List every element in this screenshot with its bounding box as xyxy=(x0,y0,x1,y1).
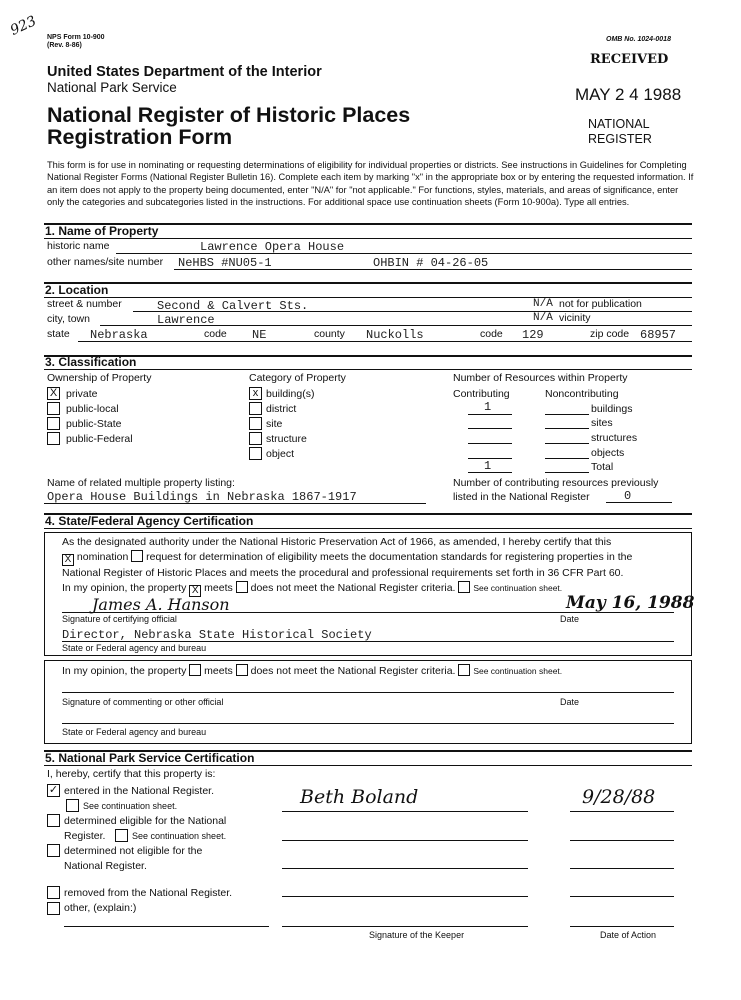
action-date-label: Date of Action xyxy=(600,930,657,940)
zip-label: zip code xyxy=(590,328,630,340)
other-label: other, (explain:) xyxy=(64,902,137,914)
category-object-label: object xyxy=(266,448,295,460)
removed-checkbox[interactable] xyxy=(47,886,60,899)
previously-listed-value: 0 xyxy=(624,489,632,503)
state-code-label: code xyxy=(204,328,227,340)
ownership-public-federal-checkbox[interactable] xyxy=(47,432,60,445)
certifying-date: May 16, 1988 xyxy=(566,593,695,613)
street-value: Second & Calvert Sts. xyxy=(157,299,309,313)
form-subtitle: Registration Form xyxy=(47,125,233,149)
resources-header: Number of Resources within Property xyxy=(453,372,628,384)
other-names-value-1: NeHBS #NU05-1 xyxy=(178,256,272,270)
other-checkbox[interactable] xyxy=(47,902,60,915)
multiple-property-label: Name of related multiple property listing: xyxy=(47,477,235,489)
contributing-total: 1 xyxy=(484,459,492,473)
see-continuation-checkbox[interactable] xyxy=(458,581,470,593)
service-name: National Park Service xyxy=(47,80,177,95)
entered-checkbox[interactable]: ✓ xyxy=(48,784,59,796)
entered-see-continuation-label: See continuation sheet. xyxy=(83,801,178,811)
opinion-label: In my opinion, the property xyxy=(62,582,187,594)
commenting-see-continuation-checkbox[interactable] xyxy=(458,664,470,676)
certifying-signature: James A. Hanson xyxy=(92,595,230,614)
not-meets-label: does not meet the National Register criteria. xyxy=(250,582,456,594)
keeper-signature-label: Signature of the Keeper xyxy=(369,930,465,940)
action-date: 9/28/88 xyxy=(582,786,656,808)
cert-line-1: As the designated authority under the National Historic Preservation Act of 1966, as amended, I hereby certify that this xyxy=(62,536,612,548)
commenting-meets-checkbox[interactable] xyxy=(189,664,201,676)
state-code-value: NE xyxy=(252,328,267,342)
commenting-not-meets-label: does not meet the National Register criteria. xyxy=(250,665,456,677)
commenting-meets-label: meets xyxy=(204,665,233,677)
category-buildings-label: building(s) xyxy=(266,388,315,400)
commenting-line xyxy=(62,664,562,680)
city-label: city, town xyxy=(47,313,90,325)
section1-heading: 1. Name of Property xyxy=(45,224,159,238)
form-title: National Register of Historic Places xyxy=(47,103,411,127)
cert-line-3: National Register of Historic Places and meets the procedural and professional requirements set forth in 36 CFR Part 60. xyxy=(62,567,624,579)
meets-checkbox[interactable]: X xyxy=(189,585,201,597)
category-site-checkbox[interactable] xyxy=(249,417,262,430)
category-buildings-checkbox[interactable]: x xyxy=(249,387,262,400)
stamp-date: MAY 2 4 1988 xyxy=(575,85,682,104)
previously-listed-label-1: Number of contributing resources previously xyxy=(453,477,659,489)
county-value: Nuckolls xyxy=(366,328,424,342)
determined-eligible-label-2: Register. xyxy=(64,830,106,842)
historic-name-label: historic name xyxy=(47,240,110,252)
city-value: Lawrence xyxy=(157,313,215,327)
resource-structures-label: structures xyxy=(591,432,638,444)
determined-eligible-label-1: determined eligible for the National xyxy=(64,815,227,827)
noncontributing-header: Noncontributing xyxy=(545,388,619,400)
county-code-value: 129 xyxy=(522,328,544,342)
commenting-agency-label: State or Federal agency and bureau xyxy=(62,727,207,737)
commenting-opinion-label: In my opinion, the property xyxy=(62,665,187,677)
not-for-publication-mark: N/A xyxy=(533,298,553,310)
ownership-private-checkbox[interactable]: X xyxy=(47,387,60,400)
category-district-checkbox[interactable] xyxy=(249,402,262,415)
ownership-private-label: private xyxy=(66,388,98,400)
section2-heading: 2. Location xyxy=(45,283,109,297)
cert-line-2 xyxy=(62,550,632,566)
meets-label: meets xyxy=(204,582,233,594)
ownership-public-state-label: public-State xyxy=(66,418,122,430)
ownership-public-state-checkbox[interactable] xyxy=(47,417,60,430)
vicinity-mark: N/A xyxy=(533,312,553,324)
commenting-see-continuation-label: See continuation sheet. xyxy=(473,666,563,676)
stamp-received: RECEIVED xyxy=(590,52,669,67)
category-structure-checkbox[interactable] xyxy=(249,432,262,445)
commenting-signature-label: Signature of commenting or other official xyxy=(62,697,224,707)
commenting-not-meets-checkbox[interactable] xyxy=(236,664,248,676)
instructions-text: This form is for use in nominating or requesting determinations of eligibility for individual properties or districts. See instructions in Guidelines for Completing National Register Forms (National Register Bulletin 16). Complete each item by marking "x" in the appropriate box or by entering the requested information. If an item does not apply to the property being documented, enter "N/A" for "not applicable." For functions, styles, materials, and areas of significance, enter only the categories and subcategories listed in the instructions. For additional space use continuation sheets (Form 10-900a). Type all entries. xyxy=(47,160,694,207)
state-value: Nebraska xyxy=(90,328,148,342)
state-label: state xyxy=(47,328,70,340)
not-for-publication-label: not for publication xyxy=(559,298,642,310)
entered-label: entered in the National Register. xyxy=(64,785,215,797)
resource-objects-label: objects xyxy=(591,447,625,459)
section3-rule xyxy=(44,355,692,357)
section5-heading: 5. National Park Service Certification xyxy=(45,751,255,765)
certifying-date-label: Date xyxy=(560,614,580,624)
previously-listed-label-2: listed in the National Register xyxy=(453,491,590,503)
resource-buildings-label: buildings xyxy=(591,403,633,415)
keeper-signature: Beth Boland xyxy=(300,786,419,808)
section3-heading: 3. Classification xyxy=(45,355,137,369)
multiple-property-value: Opera House Buildings in Nebraska 1867-1917 xyxy=(47,490,357,504)
determined-eligible-checkbox[interactable] xyxy=(47,814,60,827)
section2-rule xyxy=(44,282,692,284)
contributing-header: Contributing xyxy=(453,388,510,400)
ownership-public-federal-label: public-Federal xyxy=(66,433,133,445)
request-text: request for determination of eligibility meets the documentation standards for registering properties in the xyxy=(146,551,633,563)
vicinity-label: vicinity xyxy=(559,312,591,324)
category-object-checkbox[interactable] xyxy=(249,447,262,460)
request-checkbox[interactable] xyxy=(131,550,143,562)
county-code-label: code xyxy=(480,328,503,340)
category-structure-label: structure xyxy=(266,433,307,445)
eligible-see-continuation-checkbox[interactable] xyxy=(115,829,128,842)
corner-mark: 923 xyxy=(7,13,39,39)
eligible-see-continuation-label: See continuation sheet. xyxy=(132,831,227,841)
stamp-national: NATIONAL xyxy=(588,117,650,131)
ownership-public-local-label: public-local xyxy=(66,403,119,415)
category-district-label: district xyxy=(266,403,297,415)
historic-name-value: Lawrence Opera House xyxy=(200,240,345,254)
street-label: street & number xyxy=(47,298,122,310)
ownership-public-local-checkbox[interactable] xyxy=(47,402,60,415)
nps-intro: I, hereby, certify that this property is: xyxy=(47,768,216,780)
determined-not-eligible-checkbox[interactable] xyxy=(47,844,60,857)
agency-label: State or Federal agency and bureau xyxy=(62,643,207,653)
contributing-buildings: 1 xyxy=(484,400,492,414)
nomination-label: nomination xyxy=(76,551,129,563)
category-header: Category of Property xyxy=(249,372,346,384)
other-names-value-2: OHBIN # 04-26-05 xyxy=(373,256,489,270)
department-name: United States Department of the Interior xyxy=(47,64,322,80)
determined-not-eligible-label-2: National Register. xyxy=(64,860,147,872)
form-number: NPS Form 10-900 xyxy=(47,34,105,41)
section4-heading: 4. State/Federal Agency Certification xyxy=(45,514,254,528)
resource-total-label: Total xyxy=(591,461,614,473)
stamp-register: REGISTER xyxy=(588,132,652,146)
zip-value: 68957 xyxy=(640,328,677,342)
form-revision: (Rev. 8-86) xyxy=(47,42,82,49)
not-meets-checkbox[interactable] xyxy=(236,581,248,593)
category-site-label: site xyxy=(266,418,283,430)
entered-see-continuation-checkbox[interactable] xyxy=(66,799,79,812)
removed-label: removed from the National Register. xyxy=(64,887,233,899)
commenting-date-label: Date xyxy=(560,697,580,707)
other-names-label: other names/site number xyxy=(47,256,164,268)
resource-sites-label: sites xyxy=(591,417,613,429)
nomination-checkbox[interactable]: X xyxy=(62,554,74,566)
omb-number: OMB No. 1024-0018 xyxy=(606,36,671,43)
county-label: county xyxy=(314,328,345,340)
ownership-header: Ownership of Property xyxy=(47,372,152,384)
see-continuation-label: See continuation sheet. xyxy=(473,583,563,593)
agency-value: Director, Nebraska State Historical Society xyxy=(62,628,372,642)
determined-not-eligible-label-1: determined not eligible for the xyxy=(64,845,203,857)
certifying-signature-label: Signature of certifying official xyxy=(62,614,177,624)
